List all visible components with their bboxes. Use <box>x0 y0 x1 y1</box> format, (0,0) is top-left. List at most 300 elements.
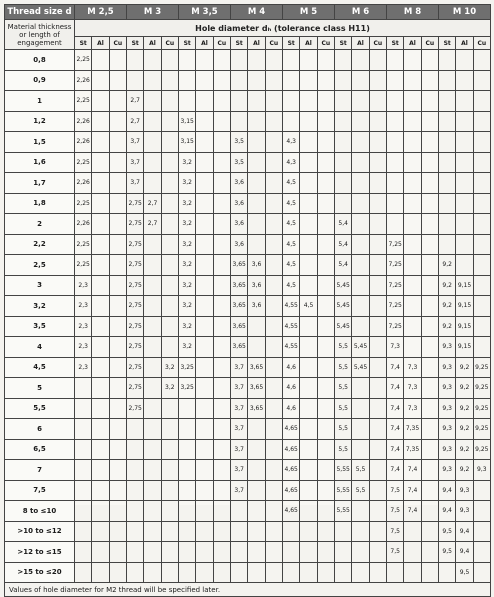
hole-diameter-cell <box>335 70 352 91</box>
hole-diameter-cell: 3,7 <box>231 480 248 501</box>
material-label: Cu <box>369 37 386 50</box>
hole-diameter-cell <box>456 234 473 255</box>
hole-diameter-cell <box>109 419 126 440</box>
hole-diameter-cell <box>265 316 282 337</box>
hole-diameter-cell <box>421 255 438 276</box>
hole-diameter-cell <box>404 70 421 91</box>
hole-diameter-cell: 9,4 <box>439 480 456 501</box>
hole-diameter-cell <box>213 378 230 399</box>
hole-diameter-cell <box>473 173 490 194</box>
hole-diameter-cell: 2,26 <box>75 70 92 91</box>
hole-diameter-cell: 9,5 <box>456 562 473 583</box>
hole-diameter-cell <box>387 173 404 194</box>
hole-diameter-cell <box>144 562 161 583</box>
hole-diameter-cell <box>317 419 334 440</box>
hole-diameter-cell <box>109 357 126 378</box>
thread-size-label: Thread size d <box>5 5 75 20</box>
hole-diameter-cell <box>161 480 178 501</box>
hole-diameter-cell <box>352 50 369 71</box>
hole-diameter-cell <box>179 419 196 440</box>
hole-diameter-cell <box>352 562 369 583</box>
hole-diameter-cell <box>421 542 438 563</box>
hole-diameter-cell: 2,3 <box>75 357 92 378</box>
material-thickness: 2,2 <box>5 234 75 255</box>
material-thickness: 4,5 <box>5 357 75 378</box>
hole-diameter-cell <box>387 50 404 71</box>
hole-diameter-cell <box>75 542 92 563</box>
table-row <box>5 193 491 214</box>
hole-diameter-cell <box>265 501 282 522</box>
hole-diameter-cell: 9,3 <box>456 480 473 501</box>
hole-diameter-cell <box>265 193 282 214</box>
hole-diameter-cell <box>248 480 265 501</box>
hole-diameter-cell: 5,4 <box>335 234 352 255</box>
hole-diameter-cell: 2,3 <box>75 316 92 337</box>
hole-diameter-cell: 4,3 <box>283 152 300 173</box>
hole-diameter-cell <box>404 337 421 358</box>
hole-diameter-cell <box>144 398 161 419</box>
hole-diameter-cell <box>109 70 126 91</box>
hole-diameter-cell <box>127 562 144 583</box>
hole-diameter-cell: 2,75 <box>127 378 144 399</box>
hole-diameter-cell <box>352 501 369 522</box>
hole-diameter-cell <box>352 439 369 460</box>
hole-diameter-cell <box>265 70 282 91</box>
hole-diameter-cell <box>92 70 109 91</box>
hole-diameter-cell <box>196 521 213 542</box>
hole-diameter-cell <box>439 70 456 91</box>
hole-diameter-cell <box>213 337 230 358</box>
hole-diameter-cell <box>369 214 386 235</box>
hole-diameter-cell <box>161 521 178 542</box>
hole-diameter-cell <box>473 255 490 276</box>
hole-diameter-cell <box>75 378 92 399</box>
material-thickness: 1,5 <box>5 132 75 153</box>
hole-diameter-cell <box>335 562 352 583</box>
hole-diameter-cell <box>300 152 317 173</box>
hole-diameter-cell <box>404 214 421 235</box>
hole-diameter-cell <box>196 111 213 132</box>
hole-diameter-cell <box>161 50 178 71</box>
hole-diameter-cell <box>265 255 282 276</box>
table-row <box>5 378 491 399</box>
hole-diameter-cell <box>473 91 490 112</box>
hole-diameter-cell <box>421 70 438 91</box>
hole-diameter-cell: 7,35 <box>404 439 421 460</box>
hole-diameter-cell <box>109 91 126 112</box>
table-row <box>5 357 491 378</box>
hole-diameter-cell: 9,2 <box>456 398 473 419</box>
hole-diameter-cell: 9,4 <box>456 542 473 563</box>
hole-diameter-cell: 2,75 <box>127 337 144 358</box>
hole-diameter-cell: 2,25 <box>75 255 92 276</box>
hole-diameter-cell <box>300 275 317 296</box>
hole-diameter-cell <box>473 501 490 522</box>
hole-diameter-cell <box>265 378 282 399</box>
hole-diameter-cell <box>421 91 438 112</box>
hole-diameter-cell <box>352 296 369 317</box>
hole-diameter-cell <box>352 132 369 153</box>
material-label: Al <box>352 37 369 50</box>
hole-diameter-cell <box>196 152 213 173</box>
hole-diameter-cell: 3,2 <box>161 378 178 399</box>
hole-diameter-cell <box>92 480 109 501</box>
hole-diameter-cell: 7,4 <box>387 460 404 481</box>
hole-diameter-cell: 7,4 <box>387 357 404 378</box>
hole-diameter-cell <box>369 419 386 440</box>
material-label: St <box>335 37 352 50</box>
hole-diameter-cell <box>213 460 230 481</box>
hole-diameter-cell <box>404 50 421 71</box>
hole-diameter-cell <box>196 357 213 378</box>
hole-diameter-cell: 2,75 <box>127 275 144 296</box>
hole-diameter-cell <box>92 542 109 563</box>
hole-diameter-cell <box>456 214 473 235</box>
hole-diameter-cell: 5,5 <box>335 439 352 460</box>
hole-diameter-cell: 5,5 <box>335 378 352 399</box>
hole-diameter-cell <box>352 378 369 399</box>
hole-diameter-cell: 2,25 <box>75 193 92 214</box>
hole-diameter-cell: 9,25 <box>473 419 490 440</box>
hole-diameter-cell: 2,26 <box>75 214 92 235</box>
material-label: Al <box>404 37 421 50</box>
hole-diameter-cell: 7,25 <box>387 234 404 255</box>
hole-diameter-cell: 5,5 <box>352 460 369 481</box>
hole-diameter-cell <box>248 91 265 112</box>
thread-size-m6: M 6 <box>335 5 387 20</box>
hole-diameter-cell: 7,25 <box>387 275 404 296</box>
hole-diameter-cell <box>456 70 473 91</box>
hole-diameter-cell <box>196 378 213 399</box>
hole-diameter-cell <box>439 111 456 132</box>
material-label: Cu <box>421 37 438 50</box>
hole-diameter-cell: 3,65 <box>248 357 265 378</box>
hole-diameter-cell <box>369 91 386 112</box>
hole-diameter-cell <box>144 50 161 71</box>
hole-diameter-cell <box>213 50 230 71</box>
hole-diameter-cell <box>369 132 386 153</box>
hole-diameter-cell <box>127 439 144 460</box>
hole-diameter-cell <box>144 316 161 337</box>
hole-diameter-cell <box>317 234 334 255</box>
hole-diameter-cell <box>248 132 265 153</box>
hole-diameter-cell: 9,2 <box>456 378 473 399</box>
hole-diameter-cell <box>248 562 265 583</box>
hole-diameter-cell <box>421 296 438 317</box>
hole-diameter-cell <box>179 91 196 112</box>
hole-diameter-cell <box>109 214 126 235</box>
hole-diameter-cell <box>196 91 213 112</box>
hole-diameter-cell <box>439 193 456 214</box>
hole-diameter-cell <box>92 193 109 214</box>
hole-diameter-cell <box>387 193 404 214</box>
table-row <box>5 398 491 419</box>
hole-diameter-cell: 9,3 <box>439 398 456 419</box>
hole-diameter-cell: 3,15 <box>179 111 196 132</box>
hole-diameter-cell <box>75 398 92 419</box>
hole-diameter-cell <box>300 132 317 153</box>
hole-diameter-cell <box>213 234 230 255</box>
hole-diameter-cell <box>231 521 248 542</box>
hole-diameter-cell <box>265 480 282 501</box>
hole-diameter-cell <box>473 316 490 337</box>
hole-diameter-cell <box>421 193 438 214</box>
hole-diameter-cell <box>300 521 317 542</box>
hole-diameter-cell: 7,4 <box>387 378 404 399</box>
hole-diameter-cell <box>473 132 490 153</box>
hole-diameter-cell <box>335 521 352 542</box>
hole-diameter-cell <box>144 91 161 112</box>
hole-diameter-cell: 4,5 <box>283 275 300 296</box>
hole-diameter-cell: 9,2 <box>439 316 456 337</box>
hole-diameter-cell <box>248 214 265 235</box>
hole-diameter-cell <box>196 50 213 71</box>
hole-diameter-cell <box>300 316 317 337</box>
hole-diameter-cell <box>335 173 352 194</box>
hole-diameter-cell <box>248 50 265 71</box>
hole-diameter-cell <box>161 398 178 419</box>
hole-diameter-cell: 7,25 <box>387 255 404 276</box>
hole-diameter-cell <box>109 193 126 214</box>
hole-diameter-cell <box>109 337 126 358</box>
hole-diameter-cell <box>473 275 490 296</box>
hole-diameter-cell <box>248 193 265 214</box>
hole-diameter-cell <box>144 480 161 501</box>
hole-diameter-cell <box>109 398 126 419</box>
hole-diameter-cell <box>439 173 456 194</box>
hole-diameter-cell <box>335 50 352 71</box>
hole-diameter-cell <box>369 316 386 337</box>
hole-diameter-cell <box>335 91 352 112</box>
table-row <box>5 542 491 563</box>
hole-diameter-cell <box>75 480 92 501</box>
hole-diameter-cell: 3,6 <box>231 234 248 255</box>
hole-diameter-cell: 9,2 <box>456 439 473 460</box>
hole-diameter-cell <box>369 50 386 71</box>
hole-diameter-cell <box>248 152 265 173</box>
hole-diameter-cell <box>473 234 490 255</box>
hole-diameter-cell <box>473 296 490 317</box>
hole-diameter-cell <box>317 193 334 214</box>
hole-diameter-cell <box>473 70 490 91</box>
material-thickness: 1,2 <box>5 111 75 132</box>
hole-diameter-cell <box>421 275 438 296</box>
material-thickness: 0,8 <box>5 50 75 71</box>
hole-diameter-cell <box>231 91 248 112</box>
hole-diameter-cell <box>179 398 196 419</box>
hole-diameter-cell <box>317 316 334 337</box>
hole-diameter-cell <box>109 275 126 296</box>
hole-diameter-cell <box>213 173 230 194</box>
hole-diameter-cell <box>213 316 230 337</box>
hole-diameter-cell <box>196 542 213 563</box>
hole-diameter-cell <box>300 111 317 132</box>
hole-diameter-cell: 7,4 <box>404 501 421 522</box>
hole-diameter-cell <box>231 501 248 522</box>
hole-diameter-cell <box>352 419 369 440</box>
hole-diameter-cell: 3,15 <box>179 132 196 153</box>
hole-diameter-cell <box>283 542 300 563</box>
material-label: St <box>387 37 404 50</box>
hole-diameter-cell <box>161 152 178 173</box>
hole-diameter-cell <box>213 193 230 214</box>
hole-diameter-cell <box>265 132 282 153</box>
hole-diameter-cell: 7,5 <box>387 501 404 522</box>
hole-diameter-cell <box>109 50 126 71</box>
hole-diameter-cell <box>144 439 161 460</box>
hole-diameter-cell: 9,3 <box>473 460 490 481</box>
hole-diameter-cell <box>92 91 109 112</box>
hole-diameter-cell: 3,6 <box>248 275 265 296</box>
hole-diameter-cell <box>300 50 317 71</box>
hole-diameter-cell: 2,25 <box>75 152 92 173</box>
hole-diameter-cell <box>300 460 317 481</box>
material-label: Al <box>300 37 317 50</box>
hole-diameter-cell <box>75 419 92 440</box>
table-row <box>5 562 491 583</box>
hole-diameter-cell: 4,65 <box>283 501 300 522</box>
hole-diameter-cell <box>265 337 282 358</box>
hole-diameter-cell <box>300 70 317 91</box>
hole-diameter-cell: 2,26 <box>75 111 92 132</box>
hole-diameter-cell <box>456 132 473 153</box>
hole-diameter-cell: 3,6 <box>231 173 248 194</box>
hole-diameter-cell <box>352 234 369 255</box>
hole-diameter-cell <box>421 460 438 481</box>
hole-diameter-cell <box>196 398 213 419</box>
hole-diameter-cell <box>404 542 421 563</box>
hole-diameter-cell <box>265 111 282 132</box>
hole-diameter-cell <box>387 70 404 91</box>
material-label: Al <box>456 37 473 50</box>
hole-diameter-cell <box>161 296 178 317</box>
hole-diameter-cell: 7,5 <box>387 542 404 563</box>
hole-diameter-cell: 3,65 <box>231 337 248 358</box>
hole-diameter-cell: 5,4 <box>335 255 352 276</box>
hole-diameter-cell <box>144 296 161 317</box>
hole-diameter-cell <box>144 501 161 522</box>
hole-diameter-cell <box>248 234 265 255</box>
hole-diameter-cell <box>109 132 126 153</box>
hole-diameter-cell <box>144 275 161 296</box>
hole-diameter-cell <box>196 70 213 91</box>
material-thickness: 1 <box>5 91 75 112</box>
hole-diameter-cell <box>92 234 109 255</box>
material-thickness: 3 <box>5 275 75 296</box>
hole-diameter-cell <box>265 562 282 583</box>
hole-diameter-cell <box>369 378 386 399</box>
hole-diameter-cell <box>456 152 473 173</box>
hole-diameter-cell <box>317 173 334 194</box>
hole-diameter-cell <box>179 70 196 91</box>
hole-diameter-cell <box>300 439 317 460</box>
hole-diameter-cell: 9,2 <box>456 460 473 481</box>
hole-diameter-cell: 2,3 <box>75 275 92 296</box>
hole-diameter-cell <box>248 501 265 522</box>
hole-diameter-cell <box>92 316 109 337</box>
hole-diameter-cell <box>144 132 161 153</box>
hole-diameter-cell <box>92 419 109 440</box>
hole-diameter-cell <box>404 521 421 542</box>
material-label: St <box>283 37 300 50</box>
hole-diameter-cell <box>196 337 213 358</box>
hole-diameter-cell <box>213 214 230 235</box>
hole-diameter-cell: 9,3 <box>439 460 456 481</box>
hole-diameter-cell <box>369 480 386 501</box>
hole-diameter-cell <box>439 214 456 235</box>
hole-diameter-cell: 5,5 <box>335 398 352 419</box>
hole-diameter-cell <box>421 152 438 173</box>
hole-diameter-cell <box>439 152 456 173</box>
hole-diameter-cell <box>387 91 404 112</box>
hole-diameter-cell: 7,3 <box>404 378 421 399</box>
hole-diameter-cell <box>456 111 473 132</box>
hole-diameter-cell: 3,2 <box>179 173 196 194</box>
hole-diameter-cell <box>300 193 317 214</box>
hole-diameter-cell <box>213 439 230 460</box>
hole-diameter-cell: 9,2 <box>439 296 456 317</box>
hole-diameter-cell: 3,2 <box>179 193 196 214</box>
hole-diameter-cell <box>387 562 404 583</box>
hole-diameter-cell: 2,3 <box>75 337 92 358</box>
hole-diameter-cell <box>352 398 369 419</box>
hole-diameter-cell <box>179 562 196 583</box>
material-thickness: >15 to ≤20 <box>5 562 75 583</box>
hole-diameter-cell <box>439 234 456 255</box>
table-row <box>5 439 491 460</box>
table-row <box>5 132 491 153</box>
hole-diameter-cell <box>213 70 230 91</box>
hole-diameter-cell: 3,65 <box>231 275 248 296</box>
hole-diameter-cell: 2,25 <box>75 91 92 112</box>
hole-diameter-cell <box>335 193 352 214</box>
hole-diameter-cell <box>92 173 109 194</box>
table-row <box>5 50 491 71</box>
hole-diameter-cell: 7,4 <box>404 460 421 481</box>
material-label: St <box>231 37 248 50</box>
hole-diameter-cell: 4,6 <box>283 398 300 419</box>
hole-diameter-cell: 2,7 <box>144 214 161 235</box>
hole-diameter-cell: 4,55 <box>283 337 300 358</box>
hole-diameter-cell: 3,2 <box>179 316 196 337</box>
hole-diameter-cell <box>213 132 230 153</box>
hole-diameter-cell <box>265 542 282 563</box>
hole-diameter-cell <box>109 255 126 276</box>
hole-diameter-cell <box>179 480 196 501</box>
hole-diameter-cell <box>369 357 386 378</box>
hole-diameter-cell: 3,7 <box>231 439 248 460</box>
hole-diameter-cell <box>265 50 282 71</box>
hole-diameter-cell <box>317 562 334 583</box>
hole-diameter-cell <box>317 152 334 173</box>
hole-diameter-cell <box>473 542 490 563</box>
hole-diameter-cell <box>196 501 213 522</box>
table-row <box>5 70 491 91</box>
hole-diameter-cell <box>248 460 265 481</box>
hole-diameter-cell: 9,15 <box>456 316 473 337</box>
hole-diameter-cell <box>473 193 490 214</box>
hole-diameter-cell: 9,25 <box>473 398 490 419</box>
hole-diameter-cell <box>265 439 282 460</box>
hole-diameter-cell <box>473 480 490 501</box>
hole-diameter-cell <box>404 275 421 296</box>
hole-diameter-cell <box>317 91 334 112</box>
hole-diameter-cell: 7,5 <box>387 480 404 501</box>
hole-diameter-cell <box>196 296 213 317</box>
hole-diameter-cell: 3,7 <box>127 132 144 153</box>
hole-diameter-cell <box>300 501 317 522</box>
hole-diameter-cell: 3,6 <box>248 255 265 276</box>
